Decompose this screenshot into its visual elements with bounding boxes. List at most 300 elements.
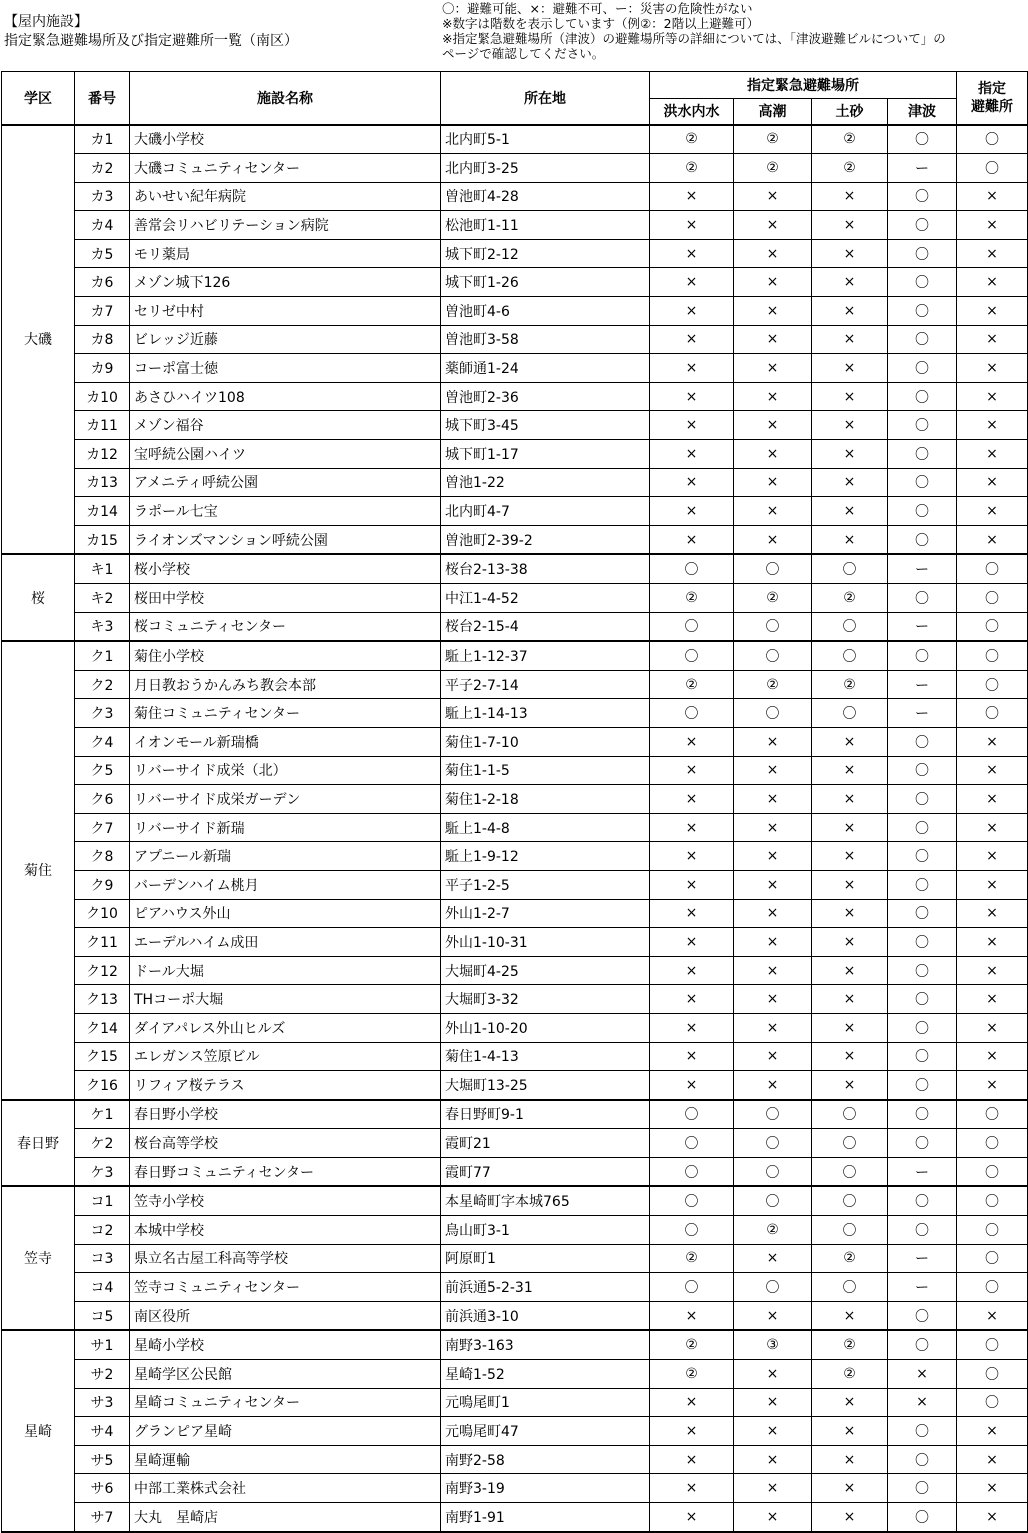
facility-address: 城下町1-17 bbox=[441, 440, 650, 469]
tide-mark: ③ bbox=[734, 1330, 812, 1359]
facility-id: カ9 bbox=[75, 354, 130, 383]
col-header-id: 番号 bbox=[75, 72, 130, 125]
table-row bbox=[2, 154, 1028, 183]
facility-address: 曽池町2-39-2 bbox=[441, 525, 650, 554]
tsunami-mark: 〇 bbox=[888, 211, 957, 240]
facility-id: サ1 bbox=[75, 1330, 130, 1359]
landslide-mark: 〇 bbox=[812, 641, 888, 670]
col-header-landslide: 土砂 bbox=[812, 99, 888, 125]
tsunami-mark: × bbox=[888, 1388, 957, 1417]
tsunami-mark: 〇 bbox=[888, 928, 957, 957]
facility-id: カ14 bbox=[75, 497, 130, 526]
tsunami-mark: × bbox=[888, 1360, 957, 1389]
shelter-mark: × bbox=[957, 354, 1028, 383]
tide-mark: × bbox=[734, 1445, 812, 1474]
tsunami-mark: 〇 bbox=[888, 985, 957, 1014]
facility-address: 大堀町13-25 bbox=[441, 1071, 650, 1100]
tide-mark: × bbox=[734, 382, 812, 411]
col-header-name: 施設名称 bbox=[130, 72, 441, 125]
facility-id: カ12 bbox=[75, 440, 130, 469]
facility-address: 松池町1-11 bbox=[441, 211, 650, 240]
tide-mark: × bbox=[734, 1071, 812, 1100]
tsunami-mark: 〇 bbox=[888, 239, 957, 268]
facility-address: 北内町5-1 bbox=[441, 125, 650, 154]
tsunami-mark: 〇 bbox=[888, 1100, 957, 1129]
shelter-mark: × bbox=[957, 382, 1028, 411]
landslide-mark: × bbox=[812, 842, 888, 871]
facility-name: 星崎コミュニティセンター bbox=[130, 1388, 441, 1417]
facility-address: 鳥山町3-1 bbox=[441, 1216, 650, 1245]
landslide-mark: × bbox=[812, 1445, 888, 1474]
facility-id: ク6 bbox=[75, 785, 130, 814]
landslide-mark: 〇 bbox=[812, 1186, 888, 1215]
facility-address: 平子1-2-5 bbox=[441, 870, 650, 899]
facility-name: 月日教おうかんみち教会本部 bbox=[130, 670, 441, 699]
shelter-mark: 〇 bbox=[957, 1360, 1028, 1389]
table-row bbox=[2, 525, 1028, 554]
facility-name: 菊住小学校 bbox=[130, 641, 441, 670]
facility-address: 南野1-91 bbox=[441, 1503, 650, 1532]
table-row bbox=[2, 1445, 1028, 1474]
shelter-mark: × bbox=[957, 325, 1028, 354]
tsunami-mark: 〇 bbox=[888, 956, 957, 985]
shelter-mark: × bbox=[957, 1013, 1028, 1042]
facility-id: カ2 bbox=[75, 154, 130, 183]
landslide-mark: ② bbox=[812, 1330, 888, 1359]
landslide-mark: × bbox=[812, 297, 888, 326]
col-header-flood: 洪水内水 bbox=[650, 99, 734, 125]
facility-name: 笠寺コミュニティセンター bbox=[130, 1273, 441, 1302]
flood-mark: ② bbox=[650, 1244, 734, 1273]
shelter-mark: × bbox=[957, 182, 1028, 211]
facility-address: 中江1-4-52 bbox=[441, 584, 650, 613]
table-row bbox=[2, 354, 1028, 383]
tide-mark: × bbox=[734, 268, 812, 297]
shelter-mark: × bbox=[957, 297, 1028, 326]
tide-mark: × bbox=[734, 297, 812, 326]
facility-name: 県立名古屋工科高等学校 bbox=[130, 1244, 441, 1273]
tide-mark: 〇 bbox=[734, 699, 812, 728]
shelter-mark: × bbox=[957, 1445, 1028, 1474]
tsunami-mark: 〇 bbox=[888, 268, 957, 297]
district-cell: 大磯 bbox=[2, 125, 75, 555]
facility-address: 駈上1-14-13 bbox=[441, 699, 650, 728]
col-header-district: 学区 bbox=[2, 72, 75, 125]
facility-address: 曽池町2-36 bbox=[441, 382, 650, 411]
shelter-mark: × bbox=[957, 525, 1028, 554]
table-row bbox=[2, 297, 1028, 326]
landslide-mark: ② bbox=[812, 1244, 888, 1273]
flood-mark: × bbox=[650, 956, 734, 985]
table-row bbox=[2, 727, 1028, 756]
facility-id: カ11 bbox=[75, 411, 130, 440]
facility-name: 善常会リハビリテーション病院 bbox=[130, 211, 441, 240]
facility-address: 菊住1-2-18 bbox=[441, 785, 650, 814]
tide-mark: × bbox=[734, 468, 812, 497]
facility-id: サ7 bbox=[75, 1503, 130, 1532]
facility-id: ケ3 bbox=[75, 1157, 130, 1186]
shelter-mark: × bbox=[957, 211, 1028, 240]
table-row bbox=[2, 985, 1028, 1014]
tide-mark: 〇 bbox=[734, 1273, 812, 1302]
flood-mark: × bbox=[650, 842, 734, 871]
flood-mark: × bbox=[650, 727, 734, 756]
col-header-tide: 高潮 bbox=[734, 99, 812, 125]
landslide-mark: × bbox=[812, 1013, 888, 1042]
facility-name: メゾン城下126 bbox=[130, 268, 441, 297]
tide-mark: 〇 bbox=[734, 554, 812, 583]
tsunami-mark: 〇 bbox=[888, 440, 957, 469]
tsunami-mark: 〇 bbox=[888, 727, 957, 756]
shelter-mark: × bbox=[957, 239, 1028, 268]
legend-line-2: ※数字は階数を表示しています（例②：2階以上避難可） bbox=[442, 16, 760, 31]
facility-name: 春日野コミュニティセンター bbox=[130, 1157, 441, 1186]
facility-address: 北内町4-7 bbox=[441, 497, 650, 526]
shelter-mark: × bbox=[957, 1042, 1028, 1071]
landslide-mark: 〇 bbox=[812, 1100, 888, 1129]
landslide-mark: ② bbox=[812, 154, 888, 183]
flood-mark: × bbox=[650, 1474, 734, 1503]
shelter-mark: 〇 bbox=[957, 612, 1028, 641]
facility-name: バーデンハイム桃月 bbox=[130, 870, 441, 899]
shelter-mark: × bbox=[957, 928, 1028, 957]
shelter-mark: 〇 bbox=[957, 1157, 1028, 1186]
tsunami-mark: ー bbox=[888, 1273, 957, 1302]
col-header-shelter-line1: 指定 bbox=[978, 80, 1006, 97]
shelter-mark: × bbox=[957, 440, 1028, 469]
facility-name: エーデルハイム成田 bbox=[130, 928, 441, 957]
flood-mark: × bbox=[650, 182, 734, 211]
facility-name: 宝呼続公園ハイツ bbox=[130, 440, 441, 469]
table-row bbox=[2, 182, 1028, 211]
tide-mark: × bbox=[734, 411, 812, 440]
tide-mark: × bbox=[734, 1388, 812, 1417]
landslide-mark: × bbox=[812, 1301, 888, 1330]
flood-mark: × bbox=[650, 756, 734, 785]
flood-mark: × bbox=[650, 813, 734, 842]
flood-mark: 〇 bbox=[650, 1216, 734, 1245]
facility-id: ケ2 bbox=[75, 1129, 130, 1158]
facility-address: 前浜通5-2-31 bbox=[441, 1273, 650, 1302]
landslide-mark: × bbox=[812, 468, 888, 497]
shelter-mark: 〇 bbox=[957, 1273, 1028, 1302]
flood-mark: × bbox=[650, 297, 734, 326]
facility-address: 北内町3-25 bbox=[441, 154, 650, 183]
landslide-mark: × bbox=[812, 1417, 888, 1446]
facility-id: ク1 bbox=[75, 641, 130, 670]
facility-address: 菊住1-4-13 bbox=[441, 1042, 650, 1071]
tsunami-mark: 〇 bbox=[888, 525, 957, 554]
facility-id: ク2 bbox=[75, 670, 130, 699]
facility-name: コーポ富士徳 bbox=[130, 354, 441, 383]
landslide-mark: × bbox=[812, 182, 888, 211]
landslide-mark: × bbox=[812, 239, 888, 268]
table-row bbox=[2, 1474, 1028, 1503]
page-title: 指定緊急避難場所及び指定避難所一覧（南区） bbox=[4, 33, 298, 49]
district-cell: 笠寺 bbox=[2, 1186, 75, 1330]
facility-id: ク10 bbox=[75, 899, 130, 928]
flood-mark: × bbox=[650, 1071, 734, 1100]
flood-mark: × bbox=[650, 785, 734, 814]
facility-name: 南区役所 bbox=[130, 1301, 441, 1330]
shelter-mark: × bbox=[957, 785, 1028, 814]
tide-mark: × bbox=[734, 727, 812, 756]
facility-address: 曽池1-22 bbox=[441, 468, 650, 497]
landslide-mark: × bbox=[812, 785, 888, 814]
tsunami-mark: 〇 bbox=[888, 182, 957, 211]
facility-address: 阿原町1 bbox=[441, 1244, 650, 1273]
tsunami-mark: 〇 bbox=[888, 497, 957, 526]
table-row bbox=[2, 440, 1028, 469]
tide-mark: × bbox=[734, 182, 812, 211]
shelter-mark: 〇 bbox=[957, 1216, 1028, 1245]
table-row bbox=[2, 584, 1028, 613]
landslide-mark: 〇 bbox=[812, 612, 888, 641]
landslide-mark: × bbox=[812, 325, 888, 354]
tsunami-mark: ー bbox=[888, 670, 957, 699]
tsunami-mark: 〇 bbox=[888, 468, 957, 497]
tsunami-mark: 〇 bbox=[888, 1216, 957, 1245]
tsunami-mark: 〇 bbox=[888, 1474, 957, 1503]
facility-id: カ4 bbox=[75, 211, 130, 240]
table-row bbox=[2, 699, 1028, 728]
facility-name: ライオンズマンション呼続公園 bbox=[130, 525, 441, 554]
facility-address: 曽池町3-58 bbox=[441, 325, 650, 354]
shelter-mark: × bbox=[957, 1301, 1028, 1330]
table-row bbox=[2, 497, 1028, 526]
flood-mark: × bbox=[650, 239, 734, 268]
facility-name: 中部工業株式会社 bbox=[130, 1474, 441, 1503]
table-row bbox=[2, 756, 1028, 785]
tide-mark: × bbox=[734, 354, 812, 383]
facility-id: カ13 bbox=[75, 468, 130, 497]
facility-address: 大堀町4-25 bbox=[441, 956, 650, 985]
facility-name: リフィア桜テラス bbox=[130, 1071, 441, 1100]
facility-id: ク5 bbox=[75, 756, 130, 785]
tide-mark: 〇 bbox=[734, 641, 812, 670]
table-row bbox=[2, 1417, 1028, 1446]
tsunami-mark: 〇 bbox=[888, 785, 957, 814]
tide-mark: ② bbox=[734, 154, 812, 183]
shelter-mark: × bbox=[957, 985, 1028, 1014]
tsunami-mark: 〇 bbox=[888, 584, 957, 613]
flood-mark: 〇 bbox=[650, 1129, 734, 1158]
table-row bbox=[2, 1100, 1028, 1129]
landslide-mark: × bbox=[812, 727, 888, 756]
shelter-mark: 〇 bbox=[957, 670, 1028, 699]
facility-id: ク11 bbox=[75, 928, 130, 957]
facility-address: 外山1-10-31 bbox=[441, 928, 650, 957]
tsunami-mark: 〇 bbox=[888, 1042, 957, 1071]
landslide-mark: × bbox=[812, 411, 888, 440]
facility-id: サ6 bbox=[75, 1474, 130, 1503]
facility-name: ラポール七宝 bbox=[130, 497, 441, 526]
landslide-mark: × bbox=[812, 756, 888, 785]
flood-mark: 〇 bbox=[650, 554, 734, 583]
tide-mark: × bbox=[734, 928, 812, 957]
landslide-mark: × bbox=[812, 497, 888, 526]
tsunami-mark: 〇 bbox=[888, 813, 957, 842]
table-row bbox=[2, 1071, 1028, 1100]
landslide-mark: × bbox=[812, 956, 888, 985]
facility-address: 城下町2-12 bbox=[441, 239, 650, 268]
landslide-mark: ② bbox=[812, 670, 888, 699]
tsunami-mark: 〇 bbox=[888, 1186, 957, 1215]
tide-mark: ② bbox=[734, 584, 812, 613]
facility-name: 桜田中学校 bbox=[130, 584, 441, 613]
facility-address: 菊住1-7-10 bbox=[441, 727, 650, 756]
shelter-mark: × bbox=[957, 268, 1028, 297]
landslide-mark: ② bbox=[812, 1360, 888, 1389]
facility-name: グランピア星崎 bbox=[130, 1417, 441, 1446]
tsunami-mark: ー bbox=[888, 554, 957, 583]
flood-mark: ② bbox=[650, 1330, 734, 1359]
facility-id: ク3 bbox=[75, 699, 130, 728]
tsunami-mark: 〇 bbox=[888, 1417, 957, 1446]
shelter-mark: × bbox=[957, 1474, 1028, 1503]
legend-line-1: 〇：避難可能、×：避難不可、ー：災害の危険性がない bbox=[442, 1, 753, 16]
facility-id: サ2 bbox=[75, 1360, 130, 1389]
shelter-mark: × bbox=[957, 899, 1028, 928]
tide-mark: × bbox=[734, 1360, 812, 1389]
tsunami-mark: 〇 bbox=[888, 756, 957, 785]
landslide-mark: 〇 bbox=[812, 1216, 888, 1245]
tide-mark: × bbox=[734, 1503, 812, 1532]
flood-mark: 〇 bbox=[650, 1100, 734, 1129]
flood-mark: × bbox=[650, 899, 734, 928]
landslide-mark: × bbox=[812, 1388, 888, 1417]
tide-mark: × bbox=[734, 1417, 812, 1446]
facility-name: ドール大堀 bbox=[130, 956, 441, 985]
flood-mark: × bbox=[650, 325, 734, 354]
facility-name: あさひハイツ108 bbox=[130, 382, 441, 411]
table-row bbox=[2, 870, 1028, 899]
district-cell: 星崎 bbox=[2, 1330, 75, 1531]
facility-address: 南野3-163 bbox=[441, 1330, 650, 1359]
facility-id: ク7 bbox=[75, 813, 130, 842]
facility-id: ク14 bbox=[75, 1013, 130, 1042]
flood-mark: 〇 bbox=[650, 1273, 734, 1302]
facility-name: リバーサイド成栄（北） bbox=[130, 756, 441, 785]
tide-mark: × bbox=[734, 1244, 812, 1273]
flood-mark: ② bbox=[650, 670, 734, 699]
facility-name: 桜コミュニティセンター bbox=[130, 612, 441, 641]
tide-mark: ② bbox=[734, 1216, 812, 1245]
facility-id: コ1 bbox=[75, 1186, 130, 1215]
facility-name: エレガンス笠原ビル bbox=[130, 1042, 441, 1071]
facility-name: 星崎運輸 bbox=[130, 1445, 441, 1474]
tsunami-mark: 〇 bbox=[888, 1330, 957, 1359]
tide-mark: × bbox=[734, 239, 812, 268]
facility-name: 春日野小学校 bbox=[130, 1100, 441, 1129]
facility-id: サ5 bbox=[75, 1445, 130, 1474]
table-row bbox=[2, 1042, 1028, 1071]
landslide-mark: 〇 bbox=[812, 554, 888, 583]
tide-mark: × bbox=[734, 813, 812, 842]
shelter-mark: × bbox=[957, 497, 1028, 526]
facility-name: セリゼ中村 bbox=[130, 297, 441, 326]
facility-address: 大堀町3-32 bbox=[441, 985, 650, 1014]
shelter-mark: 〇 bbox=[957, 1129, 1028, 1158]
table-row bbox=[2, 928, 1028, 957]
tide-mark: × bbox=[734, 1013, 812, 1042]
tsunami-mark: 〇 bbox=[888, 1013, 957, 1042]
tsunami-mark: 〇 bbox=[888, 1071, 957, 1100]
facility-name: 大丸 星崎店 bbox=[130, 1503, 441, 1532]
facility-name: 桜小学校 bbox=[130, 554, 441, 583]
shelter-mark: 〇 bbox=[957, 1388, 1028, 1417]
table-row bbox=[2, 899, 1028, 928]
table-row bbox=[2, 1216, 1028, 1245]
table-body bbox=[2, 125, 1028, 1532]
tide-mark: × bbox=[734, 842, 812, 871]
facility-address: 外山1-2-7 bbox=[441, 899, 650, 928]
district-cell: 菊住 bbox=[2, 641, 75, 1100]
landslide-mark: × bbox=[812, 354, 888, 383]
facility-id: コ5 bbox=[75, 1301, 130, 1330]
facility-id: カ8 bbox=[75, 325, 130, 354]
facility-name: ビレッジ近藤 bbox=[130, 325, 441, 354]
col-header-tsunami: 津波 bbox=[888, 99, 957, 125]
shelter-mark: × bbox=[957, 1417, 1028, 1446]
facility-id: ク15 bbox=[75, 1042, 130, 1071]
facility-address: 桜台2-15-4 bbox=[441, 612, 650, 641]
shelter-mark: 〇 bbox=[957, 584, 1028, 613]
facility-id: ク4 bbox=[75, 727, 130, 756]
facility-id: サ3 bbox=[75, 1388, 130, 1417]
facility-id: ク16 bbox=[75, 1071, 130, 1100]
table-row bbox=[2, 268, 1028, 297]
col-header-address: 所在地 bbox=[441, 72, 650, 125]
col-header-shelter-line2: 避難所 bbox=[971, 98, 1013, 115]
facility-name: リバーサイド成栄ガーデン bbox=[130, 785, 441, 814]
flood-mark: 〇 bbox=[650, 699, 734, 728]
tide-mark: × bbox=[734, 211, 812, 240]
table-row bbox=[2, 842, 1028, 871]
tide-mark: ② bbox=[734, 670, 812, 699]
legend-line-4: ページで確認してください。 bbox=[442, 46, 605, 61]
facility-id: ク13 bbox=[75, 985, 130, 1014]
facility-name: 星崎学区公民館 bbox=[130, 1360, 441, 1389]
tsunami-mark: ー bbox=[888, 699, 957, 728]
tsunami-mark: ー bbox=[888, 612, 957, 641]
facility-name: イオンモール新瑞橋 bbox=[130, 727, 441, 756]
facility-address: 駈上1-4-8 bbox=[441, 813, 650, 842]
facility-address: 外山1-10-20 bbox=[441, 1013, 650, 1042]
table-row bbox=[2, 670, 1028, 699]
landslide-mark: × bbox=[812, 928, 888, 957]
flood-mark: ② bbox=[650, 125, 734, 154]
facility-name: メゾン福谷 bbox=[130, 411, 441, 440]
tide-mark: × bbox=[734, 1474, 812, 1503]
tsunami-mark: 〇 bbox=[888, 297, 957, 326]
facility-id: ク12 bbox=[75, 956, 130, 985]
table-row bbox=[2, 1301, 1028, 1330]
flood-mark: × bbox=[650, 1013, 734, 1042]
tide-mark: 〇 bbox=[734, 612, 812, 641]
facility-name: 笠寺小学校 bbox=[130, 1186, 441, 1215]
tide-mark: 〇 bbox=[734, 1186, 812, 1215]
facility-name: モリ薬局 bbox=[130, 239, 441, 268]
shelter-mark: 〇 bbox=[957, 1186, 1028, 1215]
facility-address: 曽池町4-28 bbox=[441, 182, 650, 211]
facility-id: ケ1 bbox=[75, 1100, 130, 1129]
tsunami-mark: 〇 bbox=[888, 411, 957, 440]
tsunami-mark: ー bbox=[888, 1157, 957, 1186]
table-row bbox=[2, 1330, 1028, 1359]
shelter-mark: × bbox=[957, 1071, 1028, 1100]
facility-id: ク9 bbox=[75, 870, 130, 899]
